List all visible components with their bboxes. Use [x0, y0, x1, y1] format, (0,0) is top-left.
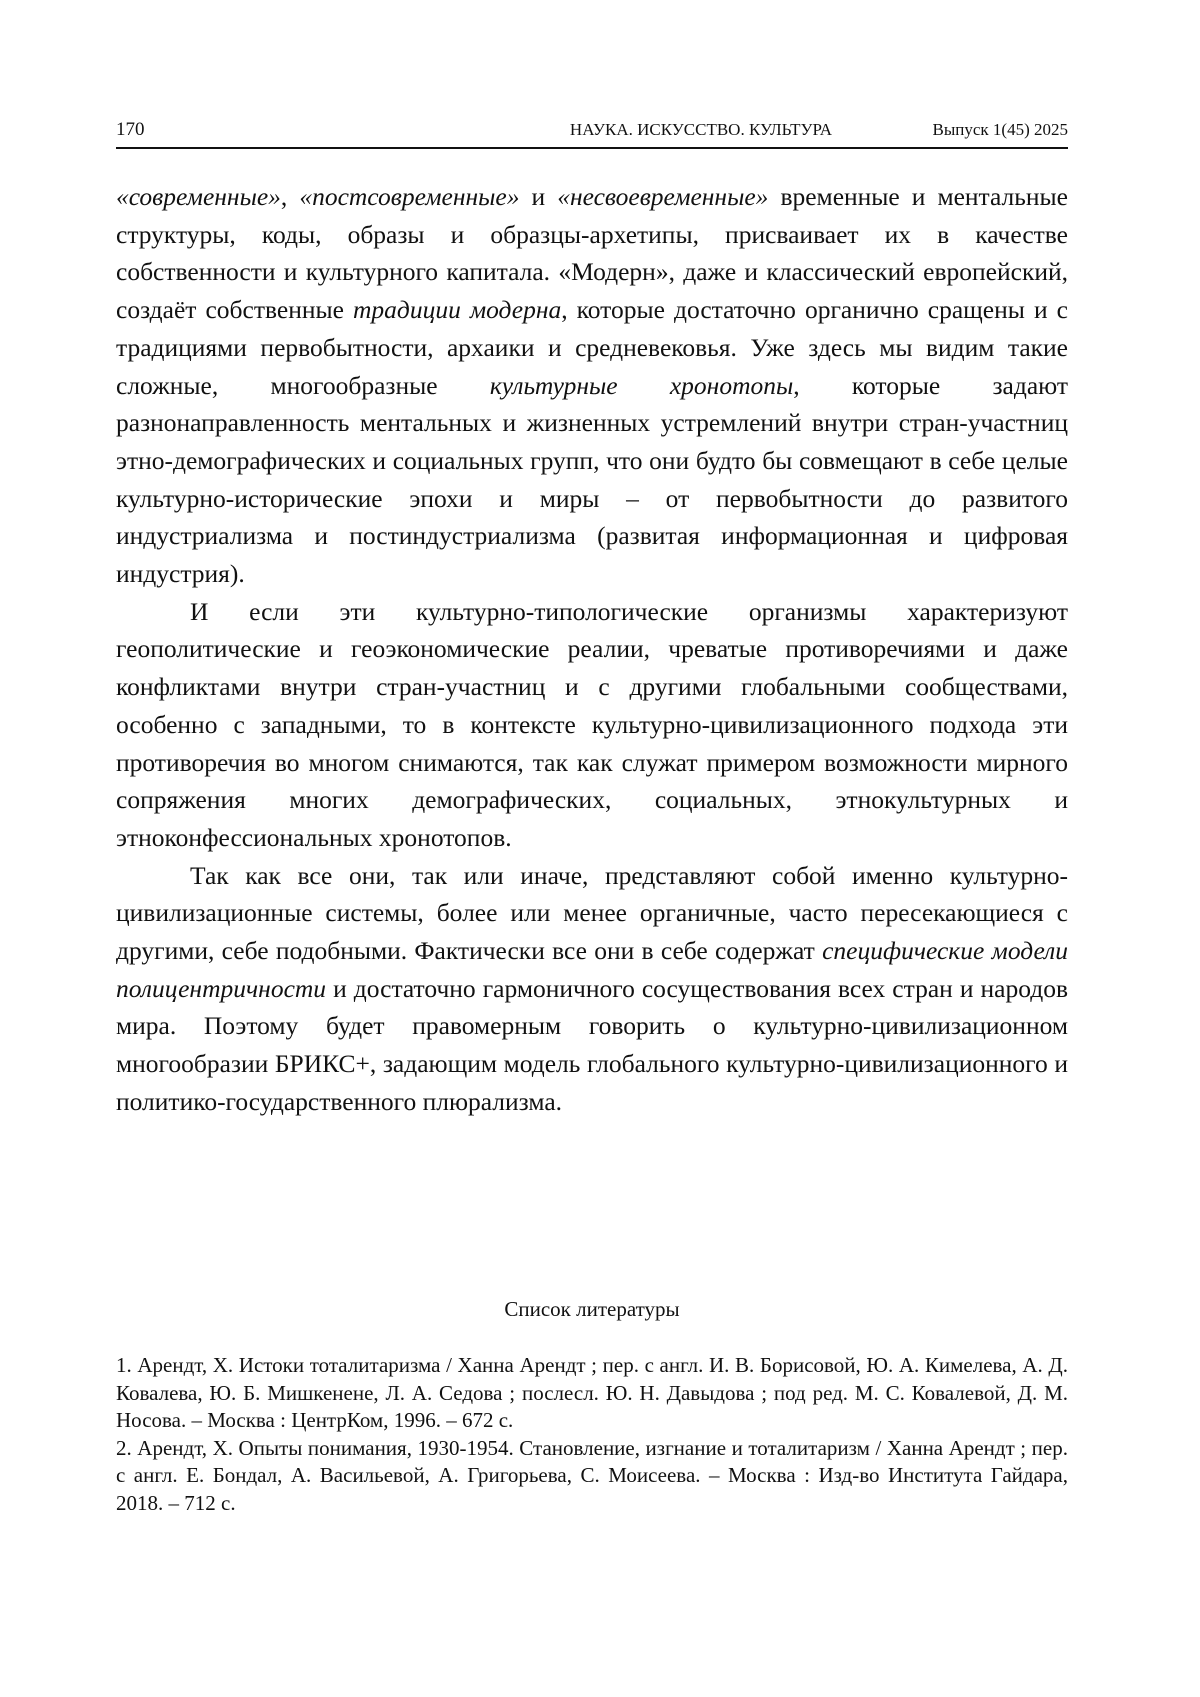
- italic-term: специфические модели полицентричности: [116, 936, 1068, 1003]
- italic-term: «современные»: [116, 182, 281, 211]
- issue-label: Выпуск 1(45) 2025: [932, 120, 1068, 139]
- journal-title: НАУКА. ИСКУССТВО. КУЛЬТУРА: [569, 120, 833, 139]
- references-list: [116, 1352, 1068, 1517]
- paragraph-text: , которые достаточно органично сращены и с традициями первобытности, архаики и средневековья. Уже здесь мы видим такие сложные, многообразные: [116, 295, 1068, 400]
- paragraph-2: И если эти культурно-типологические организмы характеризуют геополитические и геоэкономические реалии, чреватые противоречиями и даже конфликтами внутри стран-участниц и с другими глобальными сообществами, особенно с западными, то в контексте культурно-цивилизационного подхода эти противоречия во многом снимаются, так как служат примером возможности мирного сопряжения многих демографических, социальных, этнокультурных и этноконфессиональных хронотопов.: [116, 596, 1068, 852]
- reference-item: 2. Арендт, Х. Опыты понимания, 1930-1954. Становление, изгнание и тоталитаризм / Ханна Арендт ; пер. с англ. Е. Бондал, А. Васильевой, А. Григорьева, С. Моисеева. – Москва : Изд-во Института Гайдара, 2018. – 712 с.: [116, 1435, 1068, 1515]
- paragraph-text: и достаточно гармоничного сосуществования всех стран и народов мира. Поэтому будет правомерным говорить о культурно-цивилизационном многообразии БРИКС+, задающим модель глобального культурно-цивилизационного и политико-государственного плюрализма.: [116, 973, 1068, 1116]
- references-heading: Список литературы: [504, 1297, 680, 1321]
- page-number: 170: [116, 119, 145, 140]
- italic-term: традиции модерна: [353, 295, 562, 325]
- paragraph-text: временные и ментальные структуры, коды, образы и образцы-архетипы, присваивает их в качестве собственности и культурного капитала. «Модерн», даже и классический европейский, создаёт собственные: [116, 182, 1068, 325]
- italic-term: культурные хронотопы: [489, 370, 794, 400]
- italic-term: «постсовременные»: [299, 182, 520, 211]
- paragraph-1: [116, 178, 1068, 593]
- paragraph-text: ,: [280, 182, 300, 211]
- article-body: [116, 178, 1068, 1121]
- italic-term: «несвоевременные»: [557, 182, 769, 211]
- paragraph-text: и: [519, 182, 558, 211]
- header-divider: [116, 147, 1068, 149]
- paragraph-text: Так как все они, так или иначе, представляют собой именно культурно-цивилизационные системы, более или менее органичные, часто пересекающиеся с другими, себе подобными. Фактически все они в себе содержат: [116, 860, 1068, 966]
- paragraph-3: [116, 857, 1068, 1121]
- reference-item: 1. Арендт, Х. Истоки тоталитаризма / Ханна Арендт ; пер. с англ. И. В. Борисовой, Ю. А. Кимелева, А. Д. Ковалева, Ю. Б. Мишкенене, Л. А. Седова ; послесл. Ю. Н. Давыдова ; под ред. М. С. Ковалевой, Д. М. Носова. – Москва : ЦентрКом, 1996. – 672 с.: [116, 1353, 1068, 1432]
- paragraph-text: , которые задают разнонаправленность ментальных и жизненных устремлений внутри стран-участниц этно-демографических и социальных групп, что они будто бы совмещают в себе целые культурно-исторические эпохи и миры – от первобытности до развитого индустриализма и постиндустриализма (развитая информационная и цифровая индустрия).: [116, 370, 1068, 589]
